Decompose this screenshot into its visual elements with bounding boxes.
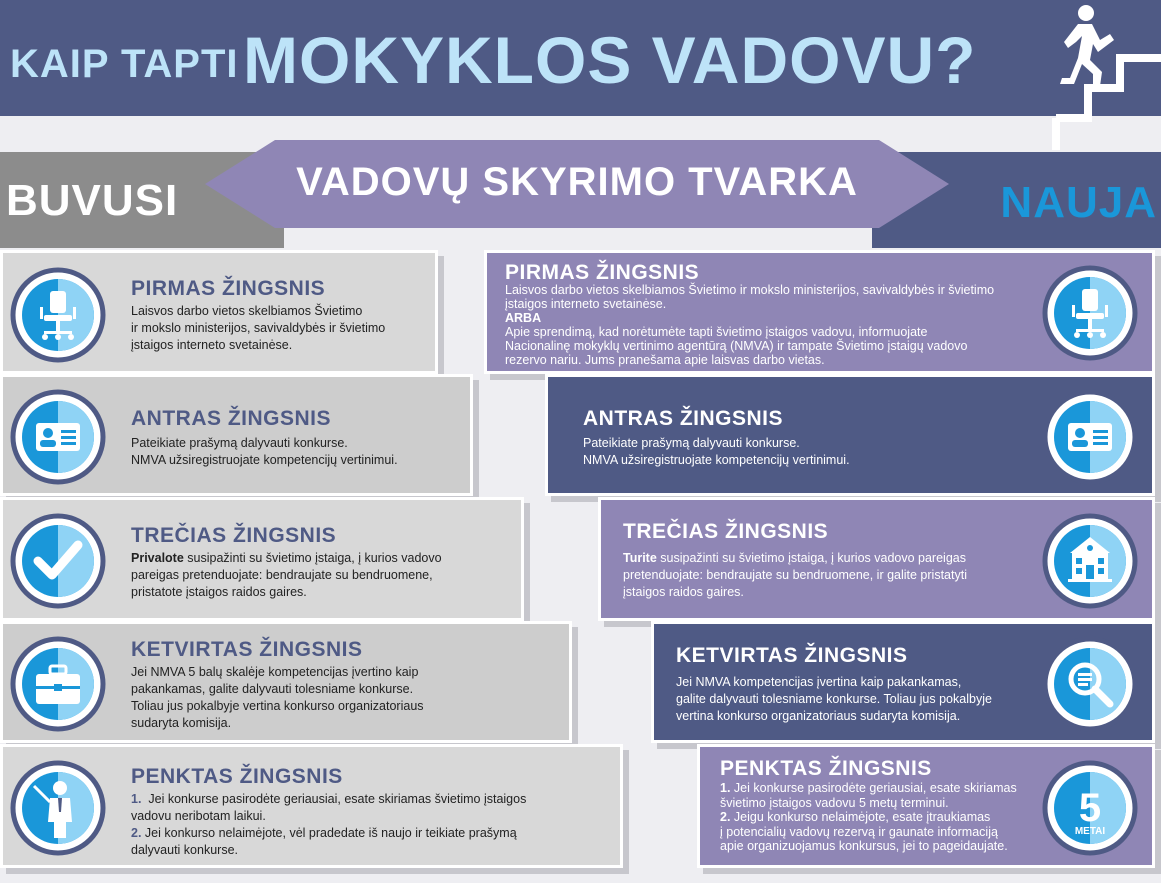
text-line: pretenduojate: bendraujate su bendruomene, ir galite pristatyti [623, 568, 967, 582]
text-fragment: susipažinti su švietimo įstaiga, į kurios vadovo pareigas [656, 551, 966, 565]
page-title [10, 22, 976, 98]
text-line [505, 311, 994, 325]
text-line: Nacionalinę mokyklų vertinimo agentūrą (NMVA) ir tampate Švietimo įstaigų vadovo [505, 339, 968, 353]
new-step-5 [697, 744, 1155, 868]
office-chair-icon [10, 267, 106, 363]
item-number: 1. [131, 792, 142, 806]
text-line: ir mokslo ministerijos, savivaldybės ir švietimo [131, 321, 386, 335]
old-procedure-label: BUVUSI [6, 176, 179, 225]
text-line: sudaryta komisija. [131, 716, 232, 730]
header-bar [0, 0, 1161, 116]
text-line: dalyvauti konkurse. [131, 843, 239, 857]
item-number: 2. [720, 810, 731, 824]
school-building-icon [1042, 513, 1138, 609]
text-line: Laisvos darbo vietos skelbiamos Švietimo [131, 304, 363, 318]
new-step-5-title: PENKTAS ŽINGSNIS [720, 757, 932, 780]
new-procedure-label: NAUJA [1000, 178, 1157, 227]
old-step-2 [0, 374, 473, 496]
old-step-1-text [131, 303, 385, 354]
text-line: rezervo nariu. Jums pranešama apie laisvas darbo vietas. [505, 353, 825, 367]
old-step-5-text [131, 791, 526, 859]
or-label: ARBA [505, 311, 542, 325]
new-step-2-text [583, 435, 850, 469]
text-fragment: Jei konkurse pasirodėte geriausiai, esate skiriamas [733, 781, 1017, 795]
text-line: Laisvos darbo vietos skelbiamos Švietimo ir mokslo ministerijos, savivaldybės ir švietimo [505, 283, 995, 297]
new-step-1 [484, 250, 1155, 374]
text-line: į potencialių vadovų rezervą ir gaunate informaciją [720, 824, 998, 839]
text-line [131, 791, 526, 808]
text-line [720, 810, 1017, 825]
old-step-3-title: TREČIAS ŽINGSNIS [131, 524, 337, 547]
new-step-3-text [623, 550, 967, 601]
presenter-icon [10, 760, 106, 856]
text-line [131, 550, 442, 567]
text-line: pakankamas, galite dalyvauti tolesniame konkurse. [131, 682, 414, 696]
office-chair-icon [1042, 265, 1138, 361]
text-line: įstaigos interneto svetainėse. [131, 338, 293, 352]
old-step-3 [0, 497, 524, 621]
text-line: įstaigos interneto svetainėse. [505, 297, 667, 311]
text-line: apie organizuojamus konkursus, jei to pageidaujate. [720, 839, 1008, 853]
text-line: Jei NMVA kompetencijas įvertina kaip pakankamas, [676, 675, 962, 689]
text-line: Apie sprendimą, kad norėtumėte tapti švietimo įstaigos vadovu, informuojate [505, 325, 928, 339]
magnifier-icon [1042, 636, 1138, 732]
five-years-icon [1042, 760, 1138, 856]
new-step-2 [545, 374, 1155, 496]
text-line [131, 825, 526, 842]
text-line [623, 550, 967, 567]
emphasis-word: Privalote [131, 551, 184, 565]
old-step-2-title: ANTRAS ŽINGSNIS [131, 407, 332, 430]
text-line: Pateikiate prašymą dalyvauti konkurse. [583, 436, 800, 450]
old-step-4-title: KETVIRTAS ŽINGSNIS [131, 638, 363, 661]
text-line: NMVA užsiregistruojate kompetencijų vertinimui. [583, 453, 850, 467]
old-step-5-title: PENKTAS ŽINGSNIS [131, 765, 343, 788]
five-years-label: METAI [1074, 826, 1106, 837]
id-card-icon [1042, 389, 1138, 485]
new-step-2-title: ANTRAS ŽINGSNIS [583, 407, 784, 430]
banner-title: VADOVŲ SKYRIMO TVARKA [296, 160, 858, 204]
old-step-2-text [131, 435, 398, 469]
new-step-4-text [676, 674, 992, 725]
new-step-3-title: TREČIAS ŽINGSNIS [623, 520, 829, 543]
old-step-5 [0, 744, 623, 868]
item-number: 1. [720, 781, 731, 795]
text-line: Jei NMVA 5 balų skalėje kompetencijas įvertino kaip [131, 665, 419, 679]
item-number: 2. [131, 826, 142, 840]
text-fragment: Jeigu konkurso nelaimėjote, esate įtraukiamas [733, 810, 991, 824]
briefcase-icon [10, 636, 106, 732]
text-line: vertina konkurso organizatoriaus sudaryta komisija. [676, 709, 961, 723]
id-card-icon [10, 389, 106, 485]
old-step-4-text [131, 664, 424, 732]
old-step-1 [0, 250, 438, 374]
new-step-1-title: PIRMAS ŽINGSNIS [505, 261, 700, 284]
new-step-4-title: KETVIRTAS ŽINGSNIS [676, 644, 908, 667]
text-fragment: susipažinti su švietimo įstaiga, į kurios vadovo [183, 551, 442, 565]
text-line: NMVA užsiregistruojate kompetencijų vertinimui. [131, 453, 398, 467]
text-line: įstaigos raidos gaires. [623, 585, 744, 599]
running-man-stairs-icon [1038, 0, 1161, 150]
text-fragment: Jei konkurse pasirodėte geriausiai, esate skiriamas švietimo įstaigos [148, 792, 527, 806]
new-step-3 [598, 497, 1155, 621]
old-step-1-title: PIRMAS ŽINGSNIS [131, 277, 326, 300]
text-line: Toliau jus pokalbyje vertina konkurso organizatoriaus [131, 699, 424, 713]
text-line [720, 781, 1017, 796]
text-line: Pateikiate prašymą dalyvauti konkurse. [131, 436, 348, 450]
new-step-5-text [720, 781, 1017, 854]
emphasis-word: Turite [623, 551, 657, 565]
five-years-number: 5 [1078, 786, 1102, 830]
title-small: KAIP TAPTI [10, 42, 239, 86]
title-big: MOKYKLOS VADOVU? [243, 23, 977, 97]
new-step-1-text [505, 283, 994, 367]
text-fragment: Jei konkurso nelaimėjote, vėl pradedate iš naujo ir teikiate prašymą [144, 826, 517, 840]
checkmark-icon [10, 513, 106, 609]
text-line: pareigas pretenduojate: bendraujate su bendruomene, [131, 568, 433, 582]
text-line: vadovu neribotam laikui. [131, 809, 266, 823]
text-line: švietimo įstaigos vadovu 5 metų terminui. [720, 795, 949, 810]
text-line: galite dalyvauti tolesniame konkurse. Toliau jus pokalbyje [676, 692, 992, 706]
text-line: pristatote įstaigos raidos gaires. [131, 585, 307, 599]
new-step-4 [651, 621, 1155, 743]
old-step-4 [0, 621, 572, 743]
old-step-3-text [131, 550, 442, 601]
